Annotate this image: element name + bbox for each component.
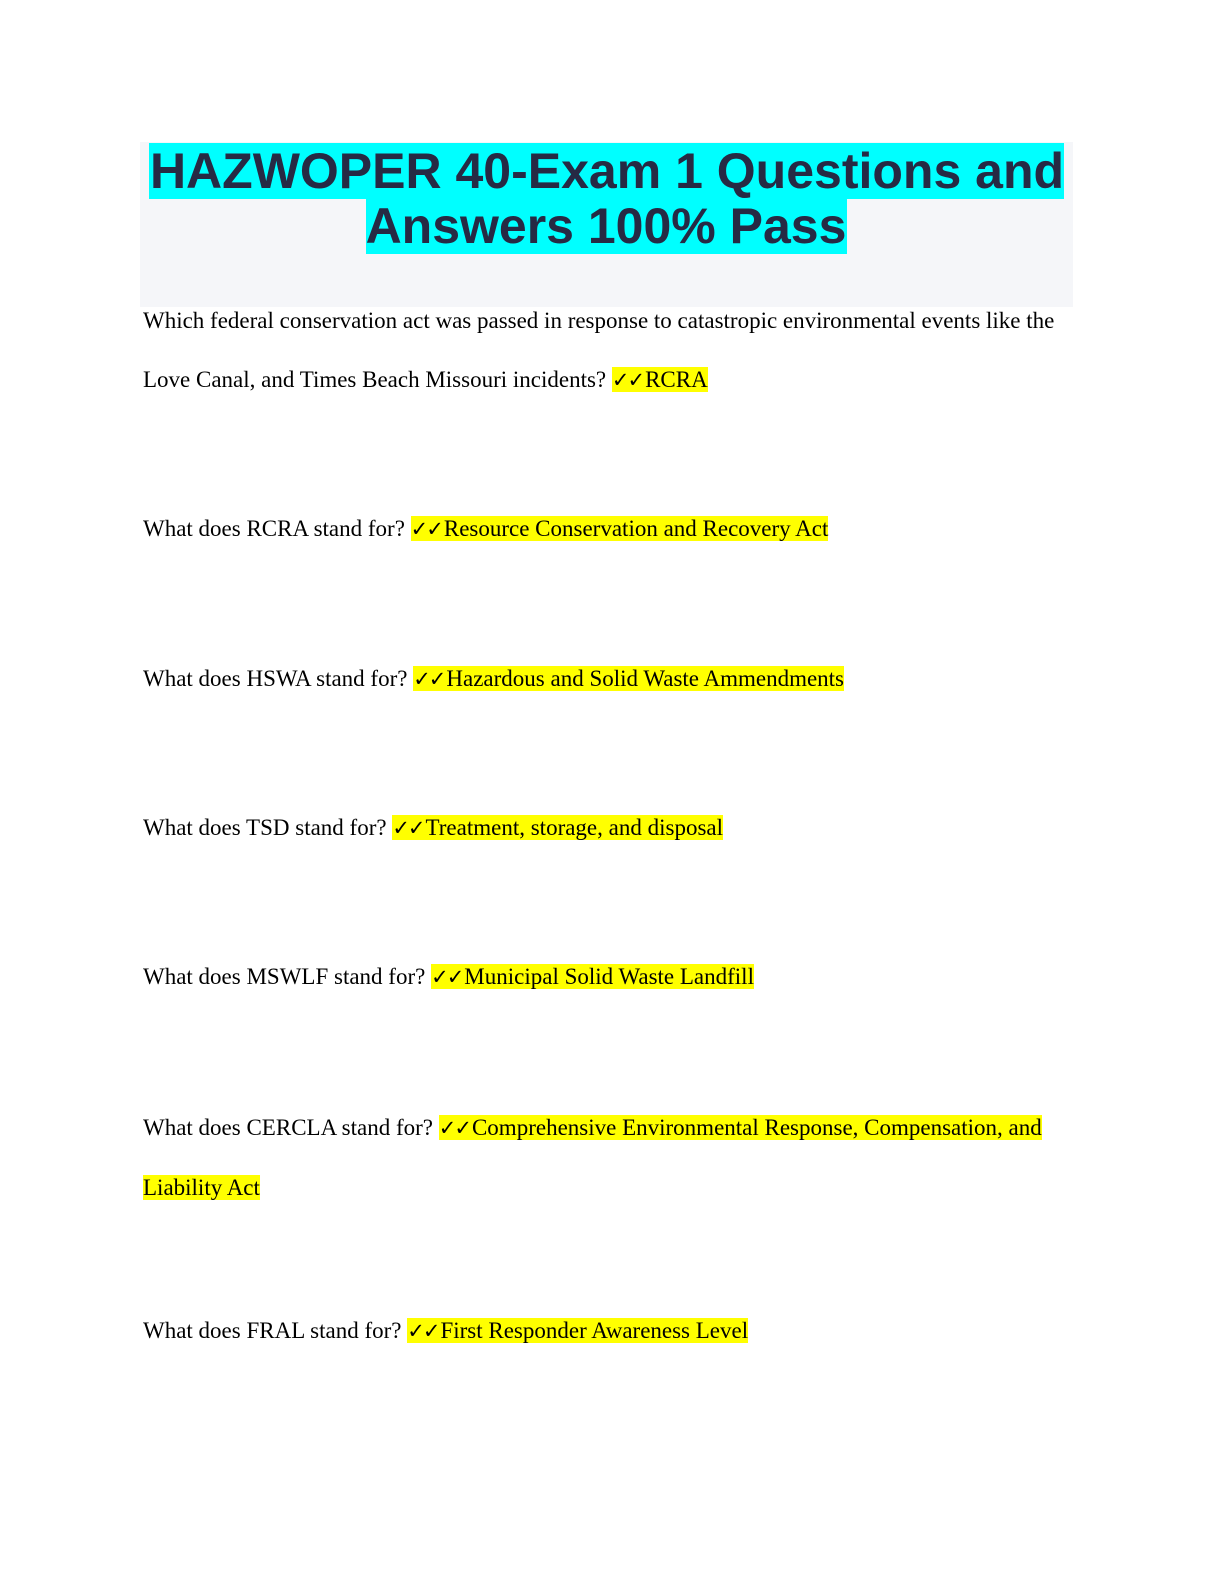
double-check-icon: ✓✓ — [392, 816, 424, 840]
double-check-icon: ✓✓ — [410, 517, 442, 541]
answer-text: Comprehensive Environmental Response, Compensation, and Liability Act — [143, 1115, 1042, 1200]
qa-item-2 — [143, 499, 1073, 559]
double-check-icon: ✓✓ — [413, 667, 445, 691]
question-text: What does RCRA stand for? — [143, 516, 405, 541]
double-check-icon: ✓✓ — [431, 965, 463, 989]
qa-item-7 — [143, 1301, 1073, 1361]
question-text: What does HSWA stand for? — [143, 666, 408, 691]
answer-highlight — [413, 666, 844, 691]
qa-item-5 — [143, 947, 1073, 1007]
answer-text: Resource Conservation and Recovery Act — [443, 516, 829, 541]
qa-item-4 — [143, 798, 1073, 858]
question-text: What does TSD stand for? — [143, 815, 387, 840]
question-text: What does FRAL stand for? — [143, 1318, 402, 1343]
answer-text: Hazardous and Solid Waste Ammendments — [446, 666, 845, 691]
page-title — [140, 142, 1073, 254]
answer-text: First Responder Awareness Level — [440, 1318, 749, 1343]
answer-text: Municipal Solid Waste Landfill — [464, 964, 754, 989]
answer-text: RCRA — [645, 367, 708, 392]
answer-highlight — [612, 367, 708, 392]
answer-text: Treatment, storage, and disposal — [425, 815, 723, 840]
question-text: What does CERCLA stand for? — [143, 1115, 434, 1140]
double-check-icon: ✓✓ — [407, 1319, 439, 1343]
qa-item-3 — [143, 649, 1073, 709]
answer-highlight — [411, 516, 829, 541]
answer-highlight — [431, 964, 754, 989]
title-block — [140, 142, 1073, 307]
qa-item-6 — [143, 1098, 1073, 1217]
double-check-icon: ✓✓ — [611, 368, 644, 392]
qa-item-1 — [143, 291, 1073, 410]
answer-highlight — [407, 1318, 748, 1343]
answer-highlight — [392, 815, 723, 840]
double-check-icon: ✓✓ — [438, 1116, 470, 1140]
question-text: What does MSWLF stand for? — [143, 964, 426, 989]
question-text: Which federal conservation act was passed in response to catastropic environmental events like the Love Canal, and Times Beach Missouri incidents? — [143, 308, 1055, 392]
page-title-text: HAZWOPER 40-Exam 1 Questions and Answers 100% Pass — [149, 143, 1065, 254]
